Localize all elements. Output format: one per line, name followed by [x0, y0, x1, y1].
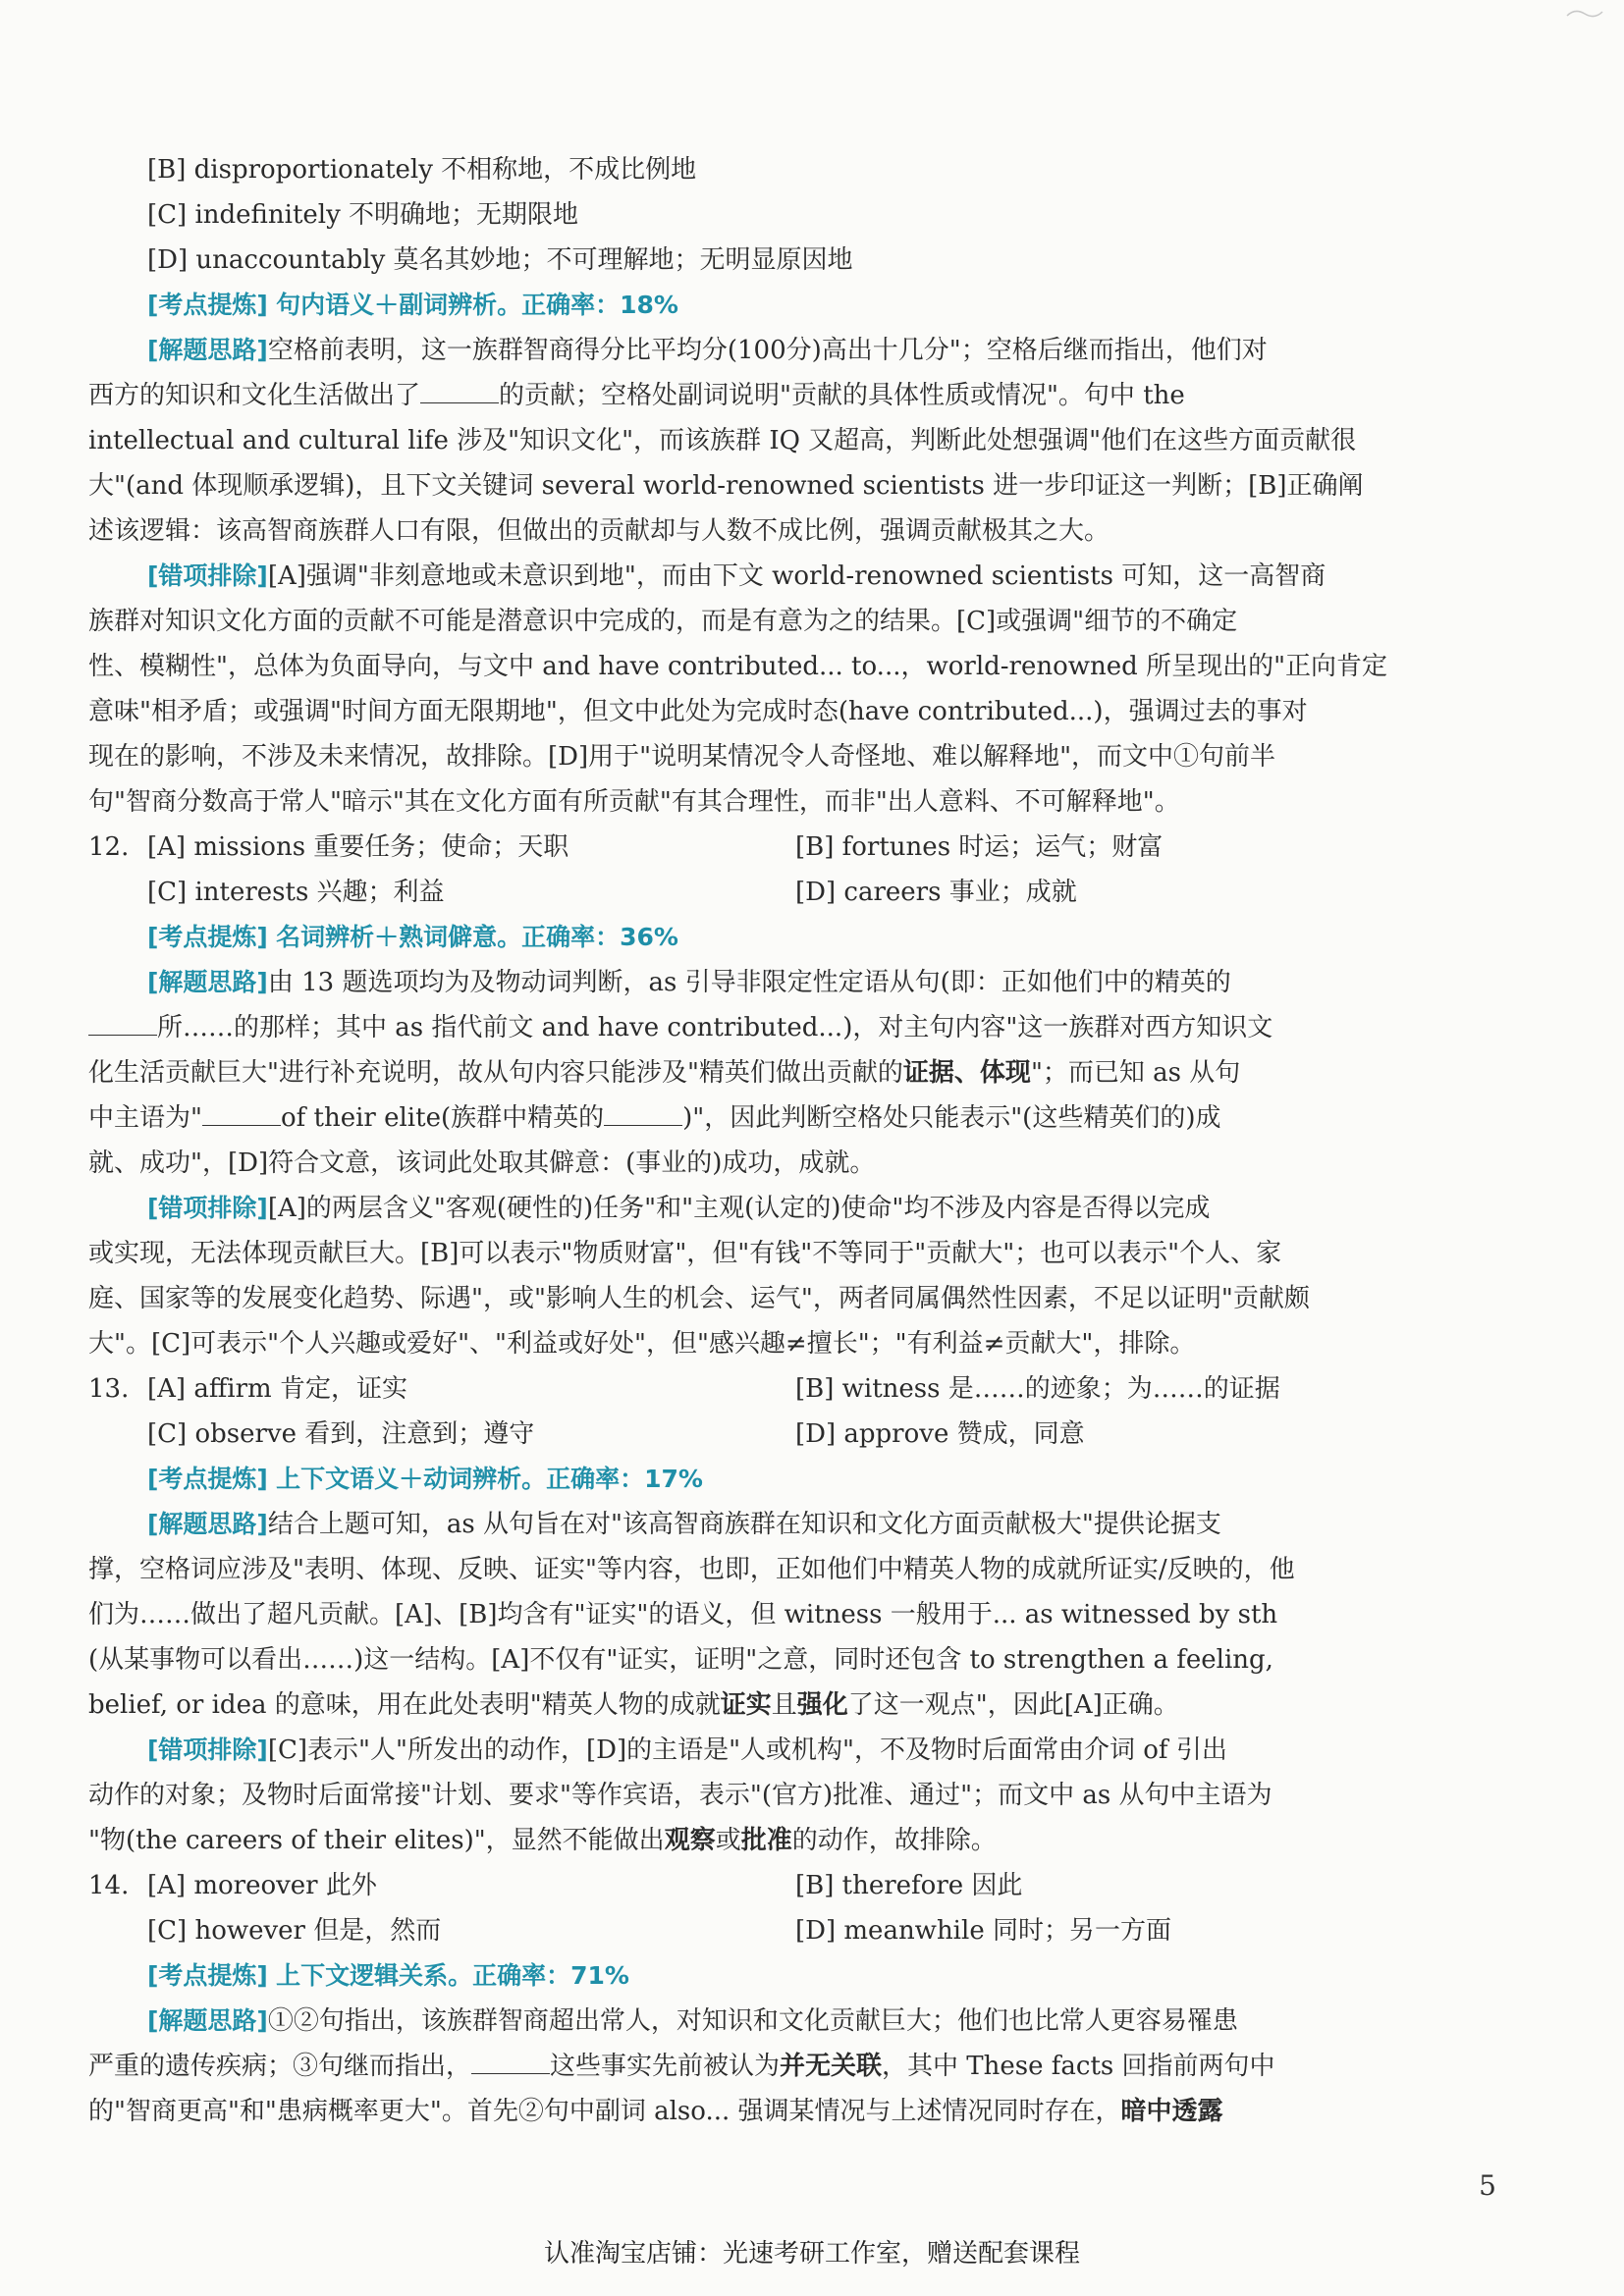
- answer-blank: [420, 381, 499, 403]
- q13-options-row2: [88, 1412, 1483, 1457]
- cuoxiang-line: 现在的影响，不涉及未来情况，故排除。[D]用于"说明某情况令人奇怪地、难以解释地"，而文中①句前半: [88, 742, 1276, 772]
- jieti-line: 且: [771, 1690, 797, 1720]
- q11-option-b: [B] disproportionately 不相称地，不成比例地: [147, 155, 697, 185]
- kaodian-tag: [考点提炼]: [147, 1465, 268, 1493]
- answer-blank: [604, 1103, 682, 1126]
- q12-cuoxiang: [88, 1186, 1483, 1366]
- jieti-line: 们为……做出了超凡贡献。[A]、[B]均含有"证实"的语义，但 witness 一般用于... as witnessed by sth: [88, 1600, 1278, 1629]
- emphasis-text: 证实: [720, 1690, 772, 1720]
- kaodian-tag: [考点提炼]: [147, 923, 268, 951]
- jieti-line: 撑，空格词应涉及"表明、体现、反映、证实"等内容，也即，正如他们中精英人物的成就所证实/反映的，他: [88, 1555, 1295, 1584]
- jieti-line: 化生活贡献巨大"进行补充说明，故从句内容只能涉及"精英们做出贡献的: [88, 1058, 903, 1088]
- question-number: 12.: [88, 832, 130, 862]
- cuoxiang-line: [C]表示"人"所发出的动作，[D]的主语是"人或机构"，不及物时后面常由介词 of 引出: [267, 1735, 1227, 1765]
- jieti-line: belief, or idea 的意味，用在此处表明"精英人物的成就: [88, 1690, 721, 1720]
- q14-kaodian: [88, 1953, 1483, 1999]
- cuoxiang-line: 或: [715, 1826, 741, 1855]
- emphasis-text: 并无关联: [780, 2052, 883, 2081]
- emphasis-text: 观察: [664, 1826, 716, 1855]
- jieti-line: 的贡献；空格处副词说明"贡献的具体性质或情况"。句中 the: [499, 381, 1185, 410]
- jieti-line: 所……的那样；其中 as 指代前文 and have contributed...)，对主句内容"这一族群对西方知识文: [157, 1013, 1273, 1042]
- q13-kaodian: [88, 1457, 1483, 1502]
- cuoxiang-tag: [错项排除]: [147, 1194, 268, 1222]
- q13-option-c: [C] observe 看到，注意到；遵守: [147, 1419, 535, 1449]
- jieti-line: 的"智商更高"和"患病概率更大"。首先②句中副词 also... 强调某情况与上述情况同时存在，: [88, 2097, 1121, 2126]
- jieti-line: 这些事实先前被认为: [550, 2052, 781, 2081]
- cuoxiang-line: 族群对知识文化方面的贡献不可能是潜意识中完成的，而是有意为之的结果。[C]或强调"细节的不确定: [88, 607, 1238, 636]
- page-content: [88, 147, 1483, 2134]
- cuoxiang-tag: [错项排除]: [147, 561, 268, 590]
- kaodian-tag: [考点提炼]: [147, 291, 268, 319]
- cuoxiang-line: "物(the careers of their elites)"，显然不能做出: [88, 1826, 665, 1855]
- cuoxiang-line: 意味"相矛盾；或强调"时间方面无限期地"，但文中此处为完成时态(have contributed...)，强调过去的事对: [88, 697, 1308, 726]
- answer-blank: [471, 2052, 550, 2074]
- cuoxiang-line: 句"智商分数高于常人"暗示"其在文化方面有所贡献"有其合理性，而非"出人意料、不可解释地"。: [88, 787, 1180, 817]
- cuoxiang-line: 性、模糊性"，总体为负面导向，与文中 and have contributed... to...，world-renowned 所呈现出的"正向肯定: [88, 652, 1388, 681]
- kaodian-text: 名词辨析＋熟词僻意。正确率：36%: [276, 923, 678, 951]
- kaodian-text: 上下文语义＋动词辨析。正确率：17%: [276, 1465, 703, 1493]
- emphasis-text: 证据、体现: [902, 1058, 1031, 1088]
- jieti-line: ①②句指出，该族群智商超出常人，对知识和文化贡献巨大；他们也比常人更容易罹患: [267, 2006, 1238, 2036]
- jieti-line: of their elite(族群中精英的: [280, 1103, 605, 1133]
- q12-option-c: [C] interests 兴趣；利益: [147, 878, 445, 907]
- q14-option-a: [A] moreover 此外: [147, 1871, 377, 1900]
- q11-kaodian: [88, 283, 1483, 328]
- q12-kaodian: [88, 915, 1483, 960]
- jieti-line: 述该逻辑：该高智商族群人口有限，但做出的贡献却与人数不成比例，强调贡献极其之大。: [88, 516, 1110, 546]
- corner-scan-mark: [1565, 6, 1604, 20]
- q13-option-a: [A] affirm 肯定，证实: [147, 1374, 407, 1404]
- q11-jieti: [88, 328, 1483, 554]
- q14-option-b: [B] therefore 因此: [795, 1871, 1023, 1900]
- emphasis-text: 批准: [740, 1826, 792, 1855]
- answer-blank: [202, 1103, 281, 1126]
- jieti-line: 由 13 题选项均为及物动词判断，as 引导非限定性定语从句(即：正如他们中的精英的: [267, 968, 1231, 997]
- q14-option-c: [C] however 但是，然而: [147, 1916, 442, 1946]
- cuoxiang-line: [A]的两层含义"客观(硬性的)任务"和"主观(认定的)使命"均不涉及内容是否得以完成: [267, 1194, 1211, 1223]
- jieti-line: ，其中 These facts 回指前两句中: [882, 2052, 1275, 2081]
- jieti-line: intellectual and cultural life 涉及"知识文化"，而该族群 IQ 又超高，判断此处想强调"他们在这些方面贡献很: [88, 426, 1357, 455]
- emphasis-text: 强化: [796, 1690, 848, 1720]
- cuoxiang-line: 或实现，无法体现贡献巨大。[B]可以表示"物质财富"，但"有钱"不等同于"贡献大"；也可以表示"个人、家: [88, 1239, 1282, 1268]
- jieti-line: 了这一观点"，因此[A]正确。: [847, 1690, 1179, 1720]
- q13-options-row1: [88, 1366, 1483, 1412]
- question-number: 13.: [88, 1374, 130, 1404]
- jieti-line: )"，因此判断空格处只能表示"(这些精英们的)成: [682, 1103, 1221, 1133]
- q11-cuoxiang: [88, 554, 1483, 825]
- q14-options-row2: [88, 1908, 1483, 1953]
- jieti-tag: [解题思路]: [147, 1510, 268, 1538]
- q13-option-d: [D] approve 赞成，同意: [795, 1419, 1085, 1449]
- emphasis-text: 暗中透露: [1120, 2097, 1223, 2126]
- q12-options-row1: [88, 825, 1483, 870]
- q12-options-row2: [88, 870, 1483, 915]
- jieti-tag: [解题思路]: [147, 968, 268, 996]
- jieti-line: 大"(and 体现顺承逻辑)，且下文关键词 several world-renowned scientists 进一步印证这一判断；[B]正确阐: [88, 471, 1364, 501]
- q12-option-d: [D] careers 事业；成就: [795, 878, 1077, 907]
- jieti-line: 就、成功"，[D]符合文意，该词此处取其僻意：(事业的)成功，成就。: [88, 1148, 876, 1178]
- cuoxiang-line: [A]强调"非刻意地或未意识到地"，而由下文 world-renowned scientists 可知，这一高智商: [267, 561, 1326, 591]
- q11-option-c: [C] indefinitely 不明确地；无期限地: [147, 200, 579, 230]
- q12-jieti: [88, 960, 1483, 1186]
- q12-option-a: [A] missions 重要任务；使命；天职: [147, 832, 569, 862]
- jieti-line: (从某事物可以看出……)这一结构。[A]不仅有"证实，证明"之意，同时还包含 to strengthen a feeling,: [88, 1645, 1273, 1675]
- kaodian-tag: [考点提炼]: [147, 1961, 268, 1990]
- jieti-line: 空格前表明，这一族群智商得分比平均分(100分)高出十几分"；空格后继而指出，他们对: [267, 336, 1268, 365]
- q13-jieti: [88, 1502, 1483, 1728]
- q14-options-row1: [88, 1863, 1483, 1908]
- q13-option-b: [B] witness 是……的迹象；为……的证据: [795, 1374, 1280, 1404]
- answer-blank: [88, 1013, 157, 1036]
- jieti-line: 中主语为": [88, 1103, 202, 1133]
- kaodian-text: 句内语义＋副词辨析。正确率：18%: [276, 291, 678, 319]
- page-number: 5: [1479, 2169, 1496, 2202]
- q14-option-d: [D] meanwhile 同时；另一方面: [795, 1916, 1171, 1946]
- question-number: 14.: [88, 1871, 130, 1900]
- jieti-line: 严重的遗传疾病；③句继而指出，: [88, 2052, 472, 2081]
- cuoxiang-tag: [错项排除]: [147, 1735, 268, 1764]
- jieti-line: 结合上题可知，as 从句旨在对"该高智商族群在知识和文化方面贡献极大"提供论据支: [267, 1510, 1221, 1539]
- cuoxiang-line: 动作的对象；及物时后面常接"计划、要求"等作宾语，表示"(官方)批准、通过"；而文中 as 从句中主语为: [88, 1781, 1272, 1810]
- cuoxiang-line: 庭、国家等的发展变化趋势、际遇"，或"影响人生的机会、运气"，两者同属偶然性因素，不足以证明"贡献颇: [88, 1284, 1310, 1313]
- jieti-line: 西方的知识和文化生活做出了: [88, 381, 421, 410]
- jieti-tag: [解题思路]: [147, 2006, 268, 2035]
- cuoxiang-line: 大"。[C]可表示"个人兴趣或爱好"、"利益或好处"，但"感兴趣≠擅长"；"有利益≠贡献大"，排除。: [88, 1329, 1196, 1359]
- q14-jieti: [88, 1999, 1483, 2134]
- q11-option-d: [D] unaccountably 莫名其妙地；不可理解地；无明显原因地: [147, 245, 853, 275]
- cuoxiang-line: 的动作，故排除。: [791, 1826, 997, 1855]
- jieti-tag: [解题思路]: [147, 336, 268, 364]
- kaodian-text: 上下文逻辑关系。正确率：71%: [276, 1961, 629, 1990]
- q13-cuoxiang: [88, 1728, 1483, 1863]
- q12-option-b: [B] fortunes 时运；运气；财富: [795, 832, 1164, 862]
- footer-note: 认准淘宝店铺：光速考研工作室，赠送配套课程: [543, 2239, 1080, 2269]
- jieti-line: "；而已知 as 从句: [1030, 1058, 1241, 1088]
